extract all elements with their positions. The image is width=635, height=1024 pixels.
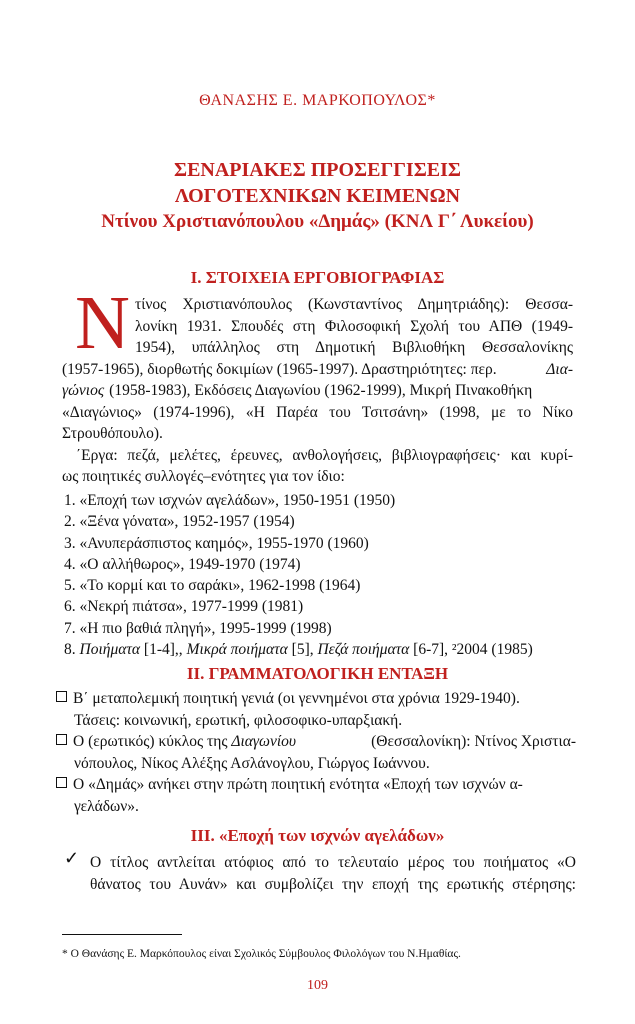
- section-1-heading: Ι. ΣΤΟΙΧΕΙΑ ΕΡΓΟΒΙΟΓΡΑΦΙΑΣ: [190, 268, 445, 287]
- bio-line-5: [62, 382, 573, 400]
- work-8-number: 8.: [64, 641, 76, 659]
- work-item-8: 8. Ποιήματα [1-4],, Μικρά ποιήματα [5], Πεζά ποιήματα [6-7], ²2004 (1985): [64, 641, 533, 659]
- bio-line-6: «Διαγώνιος» (1974-1996), «Η Παρέα του Τσιτσάνη» (1998, με το Νίκο: [62, 404, 573, 421]
- bullet-2-line-2: νόπουλος, Νίκος Αλέξης Ασλάνογλου, Γιώργος Ιωάννου.: [74, 754, 430, 772]
- bio-line-2: λονίκη 1931. Σπουδές στη Φιλοσοφική Σχολή του ΑΠΘ (1949-: [135, 318, 573, 335]
- bullet-1-line-2: Τάσεις: κοινωνική, ερωτική, φιλοσοφικο-υπαρξιακή.: [74, 711, 403, 729]
- bullet-2-italic: Διαγωνίου: [231, 733, 297, 750]
- work-item-4: 4. «Ο αλλήθωρος», 1949-1970 (1974): [64, 555, 301, 573]
- work-8-title-c: Πεζά ποιήματα: [317, 641, 410, 659]
- work-8-range-b: [5],: [291, 641, 314, 659]
- footnote-divider: [62, 934, 182, 935]
- work-item-6: 6. «Νεκρή πιάτσα», 1977-1999 (1981): [64, 598, 304, 616]
- page-number: 109: [307, 978, 328, 993]
- bio-line-4-text: (1957-1965), διορθωτής δοκιμίων (1965-1997). Δραστηριότητες: περ.: [62, 361, 497, 378]
- section-2-heading: ΙΙ. ΓΡΑΜΜΑΤΟΛΟΓΙΚΗ ΕΝΤΑΞΗ: [186, 664, 449, 683]
- checkbox-icon: [56, 734, 67, 745]
- author-name: ΘΑΝΑΣΗΣ Ε. ΜΑΡΚΟΠΟΥΛΟΣ*: [199, 92, 436, 109]
- work-item-7: 7. «Η πιο βαθιά πληγή», 1995-1999 (1998): [64, 619, 332, 637]
- title-line-1: ΣΕΝΑΡΙΑΚΕΣ ΠΡΟΣΕΓΓΙΣΕΙΣ: [174, 159, 461, 181]
- work-8-range-c: [6-7], ²2004 (1985): [413, 641, 533, 659]
- works-list: [64, 490, 533, 660]
- check-line-1: Ο τίτλος αντλείται ατόφιος από το τελευταίο μέρος του ποιήματος «Ο: [90, 854, 576, 871]
- checkbox-icon: [56, 691, 67, 702]
- works-line-1: ΄Εργα: πεζά, μελέτες, έρευνες, ανθολογήσεις, βιβλιογραφήσεις· και κυρί-: [76, 447, 573, 464]
- work-8-title-a: Ποιήματα: [79, 641, 141, 659]
- work-item-3: 3. «Ανυπεράσπιστος καημός», 1955-1970 (1960): [64, 534, 369, 552]
- bio-line-5-italic: γώνιος: [62, 382, 105, 399]
- work-item-1: 1. «Εποχή των ισχνών αγελάδων», 1950-1951 (1950): [64, 492, 396, 509]
- bullet-2-text-b: (Θεσσαλονίκη): Ντίνος Χριστια-: [371, 733, 576, 750]
- bullet-1-line-1: Β΄ μεταπολεμική ποιητική γενιά (οι γεννημένοι στα χρόνια 1929-1940).: [73, 690, 520, 707]
- check-line-2: θάνατος του Αυνάν» και συμβολίζει την εποχή της ερωτικής στέρησης:: [90, 875, 576, 893]
- footnote: * Ο Θανάσης Ε. Μαρκόπουλος είναι Σχολικός Σύμβουλος Φιλολόγων του Ν.Ημαθίας.: [62, 948, 461, 960]
- work-item-5: 5. «Το κορμί και το σαράκι», 1962-1998 (1964): [64, 577, 361, 595]
- bio-line-7: Στρουθόπουλο).: [62, 425, 163, 442]
- title-line-3: Ντίνου Χριστιανόπουλου «Δημάς» (ΚΝΛ Γ΄ Λυκείου): [101, 211, 534, 232]
- title-line-2: ΛΟΓΟΤΕΧΝΙΚΩΝ ΚΕΙΜΕΝΩΝ: [174, 185, 461, 207]
- check-paragraph: [90, 852, 576, 895]
- work-8-title-b: Μικρά ποιήματα: [186, 641, 288, 659]
- bullet-3: [56, 774, 576, 817]
- checkbox-icon: [56, 777, 67, 788]
- work-8-range-a: [1-4],: [143, 641, 179, 659]
- bullet-2-text-a: Ο (ερωτικός) κύκλος της: [73, 733, 228, 750]
- checkmark-icon: ✓: [64, 848, 80, 868]
- works-line-2: ως ποιητικές συλλογές–ενότητες για τον ίδιο:: [62, 468, 345, 485]
- section-3-heading: ΙΙΙ. «Εποχή των ισχνών αγελάδων»: [190, 826, 445, 845]
- bullet-3-line-1: Ο «Δημάς» ανήκει στην πρώτη ποιητική ενότητα «Εποχή των ισχνών α-: [73, 776, 523, 793]
- bullet-3-line-2: γελάδων».: [74, 797, 139, 815]
- bio-line-4: [62, 361, 573, 379]
- drop-cap: Ν: [75, 281, 130, 365]
- bio-line-1: τίνος Χριστιανόπουλος (Κωνσταντίνος Δημητριάδης): Θεσσα-: [135, 296, 573, 313]
- bio-line-3: 1954), υπάλληλος στη Δημοτική Βιβλιοθήκη Θεσσαλονίκης: [135, 339, 573, 356]
- bullet-1: [56, 688, 576, 731]
- work-item-2: 2. «Ξένα γόνατα», 1952-1957 (1954): [64, 513, 295, 531]
- article-title: [0, 157, 635, 235]
- bio-line-4-italic: Δια-: [546, 361, 573, 378]
- bullet-2: [56, 731, 576, 774]
- bio-line-5-text: (1958-1983), Εκδόσεις Διαγωνίου (1962-1999), Μικρή Πινακοθήκη: [109, 382, 533, 399]
